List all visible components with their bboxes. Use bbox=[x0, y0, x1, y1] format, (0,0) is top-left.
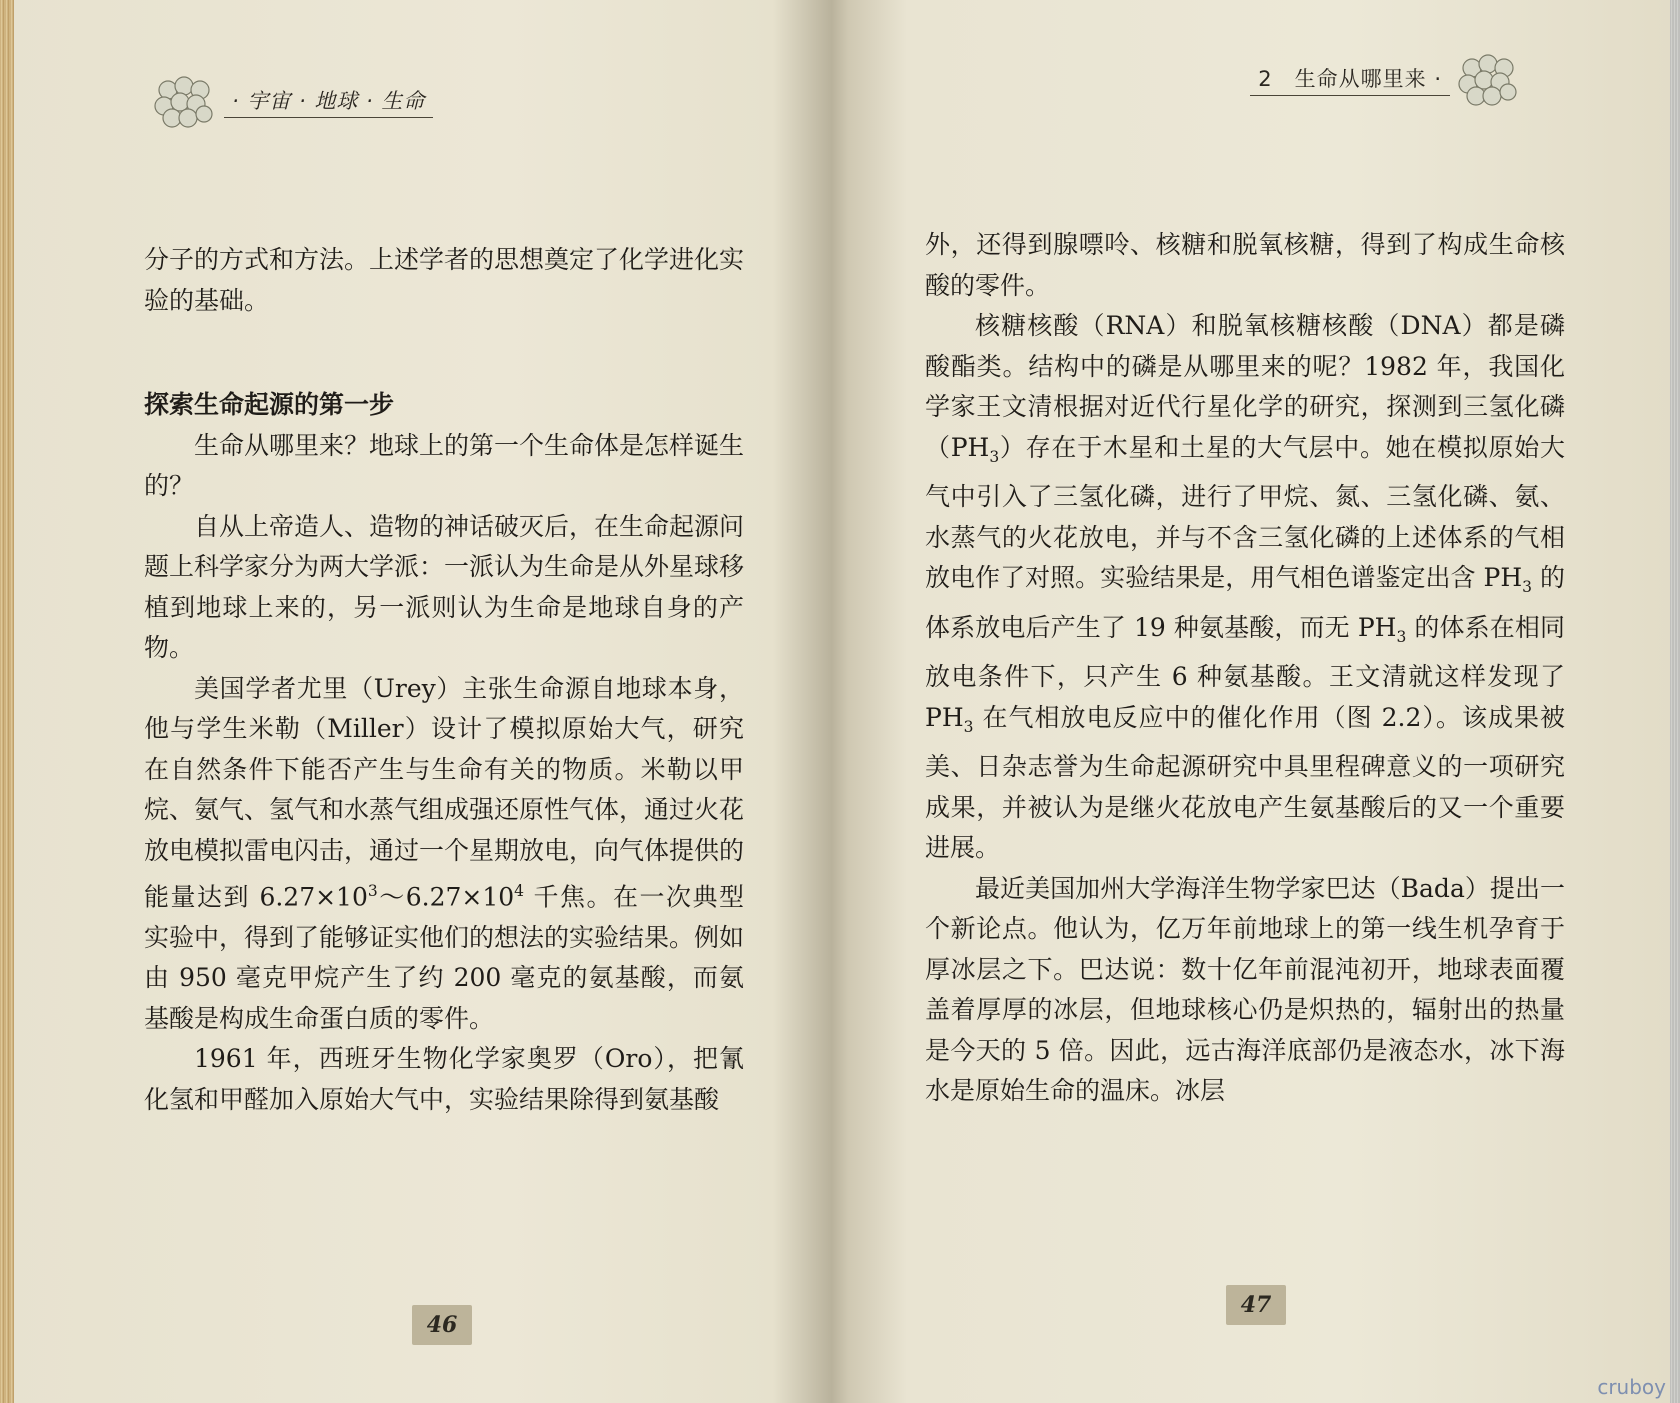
paragraph: 外，还得到腺嘌呤、核糖和脱氧核糖，得到了构成生命核酸的零件。 bbox=[925, 230, 1565, 300]
paragraph-part: 千焦。在一次典型实验中，得到了能够证实他们的想法的实验结果。例如由 950 毫克甲烷产生了约 200 毫克的氨基酸，而氨基酸是构成生命蛋白质的零件。 bbox=[144, 882, 745, 1033]
paragraph-part: ）存在于木星和土星的大气层中。她在模拟原始大气中引入了三氢化磷，进行了甲烷、氮、三氢化磷、氨、水蒸气的火花放电，并与不含三氢化磷的上述体系的气相放电作了对照。实验结果是，用气相色谱鉴定出含 PH bbox=[925, 432, 1565, 592]
subscript: 3 bbox=[963, 717, 974, 736]
paragraph bbox=[925, 306, 1565, 869]
page-number: 47 bbox=[1226, 1285, 1286, 1325]
page-edges-left bbox=[0, 0, 14, 1403]
watermark-text: cruboy bbox=[1597, 1375, 1666, 1399]
paragraph: 分子的方式和方法。上述学者的思想奠定了化学进化实验的基础。 bbox=[144, 245, 745, 315]
right-running-title: 2 生命从哪里来 · bbox=[1250, 63, 1450, 96]
left-running-header bbox=[154, 72, 433, 130]
superscript: 4 bbox=[514, 882, 525, 900]
superscript: 3 bbox=[367, 882, 378, 900]
molecule-cluster-icon bbox=[154, 72, 216, 130]
paragraph: 1961 年，西班牙生物化学家奥罗（Oro），把氰化氢和甲醛加入原始大气中，实验结果除得到氨基酸 bbox=[144, 1044, 744, 1114]
paragraph bbox=[144, 669, 744, 1040]
paragraph: 生命从哪里来？地球上的第一个生命体是怎样诞生的？ bbox=[144, 430, 745, 500]
molecule-cluster-icon bbox=[1458, 50, 1520, 108]
paragraph-part: ～6.27×10 bbox=[377, 882, 515, 912]
subscript: 3 bbox=[1396, 627, 1407, 646]
paragraph-part: 美国学者尤里（Urey）主张生命源自地球本身，他与学生米勒（Miller）设计了模拟原始大气，研究在自然条件下能否产生与生命有关的物质。米勒以甲烷、氨气、氢气和水蒸气组成强还原性气体，通过火花放电模拟雷电闪击，通过一个星期放电，向气体提供的能量达到 6.27×10 bbox=[144, 673, 745, 912]
paragraph: 自从上帝造人、造物的神话破灭后，在生命起源问题上科学家分为两大学派：一派认为生命是从外星球移植到地球上来的，另一派则认为生命是地球自身的产物。 bbox=[144, 511, 745, 662]
subscript: 3 bbox=[1522, 578, 1533, 596]
left-body-text bbox=[144, 240, 744, 1120]
page-number: 46 bbox=[412, 1305, 472, 1345]
page-edges-right bbox=[1670, 0, 1680, 1403]
subscript: 3 bbox=[989, 447, 1000, 466]
left-page bbox=[14, 0, 820, 1403]
section-heading: 探索生命起源的第一步 bbox=[144, 390, 395, 419]
left-running-title: · 宇宙 · 地球 · 生命 bbox=[224, 85, 433, 118]
paragraph-part: 的体系放电后产生了 19 种氨基酸，而无 PH bbox=[925, 563, 1566, 642]
right-running-header bbox=[1250, 50, 1520, 108]
paragraph: 最近美国加州大学海洋生物学家巴达（Bada）提出一个新论点。他认为，亿万年前地球上的第一线生机孕育于厚冰层之下。巴达说：数十亿年前混沌初开，地球表面覆盖着厚厚的冰层，但地球核心仍是炽热的，辐射出的热量是今天的 5 倍。因此，远古海洋底部仍是液态水，冰下海水是原始生命的温床。冰层 bbox=[925, 873, 1565, 1105]
right-page bbox=[840, 0, 1670, 1403]
paragraph-part: 在气相放电反应中的催化作用（图 2.2）。该成果被美、日杂志誉为生命起源研究中具里程碑意义的一项研究成果，并被认为是继火花放电产生氨基酸后的又一个重要进展。 bbox=[925, 702, 1565, 862]
right-body-text bbox=[925, 225, 1565, 1112]
paragraph-part: 的体系在相同放电条件下，只产生 6 种氨基酸。王文清就这样发现了 PH bbox=[925, 612, 1565, 732]
paragraph-part: 核糖核酸（RNA）和脱氧核糖核酸（DNA）都是磷酸酯类。结构中的磷是从哪里来的呢？1982 年，我国化学家王文清根据对近代行星化学的研究，探测到三氢化磷（PH bbox=[925, 311, 1565, 462]
